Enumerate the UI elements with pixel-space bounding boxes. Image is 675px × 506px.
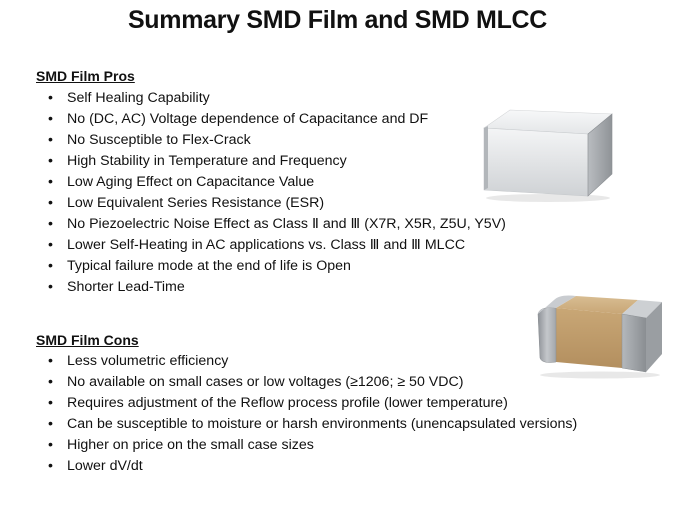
list-item: • Typical failure mode at the end of life is Open xyxy=(48,256,506,277)
page-title: Summary SMD Film and SMD MLCC xyxy=(127,6,548,34)
cons-heading: SMD Film Cons xyxy=(36,332,139,348)
list-item: • High Stability in Temperature and Frequency xyxy=(48,151,506,172)
list-item: • No Susceptible to Flex-Crack xyxy=(48,130,506,151)
list-item: • Less volumetric efficiency xyxy=(48,351,577,372)
list-item: • Lower Self-Heating in AC applications vs. Class Ⅲ and Ⅲ MLCC xyxy=(48,235,506,256)
list-item: • Shorter Lead-Time xyxy=(48,277,506,298)
list-item: • Higher on price on the small case sizes xyxy=(48,435,577,456)
list-item: • No (DC, AC) Voltage dependence of Capacitance and DF xyxy=(48,109,506,130)
pros-heading: SMD Film Pros xyxy=(36,68,135,84)
smd-mlcc-capacitor-image xyxy=(530,288,668,380)
list-item: • Self Healing Capability xyxy=(48,88,506,109)
list-item: • No available on small cases or low voltages (≥1206; ≥ 50 VDC) xyxy=(48,372,577,393)
list-item: • Low Aging Effect on Capacitance Value xyxy=(48,172,506,193)
smd-film-capacitor-image xyxy=(476,104,616,204)
list-item: • Can be susceptible to moisture or harsh environments (unencapsulated versions) xyxy=(48,414,577,435)
list-item: • Requires adjustment of the Reflow process profile (lower temperature) xyxy=(48,393,577,414)
pros-list xyxy=(48,88,506,298)
list-item: • No Piezoelectric Noise Effect as Class Ⅱ and Ⅲ (X7R, X5R, Z5U, Y5V) xyxy=(48,214,506,235)
list-item: • Low Equivalent Series Resistance (ESR) xyxy=(48,193,506,214)
cons-list xyxy=(48,351,577,477)
list-item: • Lower dV/dt xyxy=(48,456,577,477)
